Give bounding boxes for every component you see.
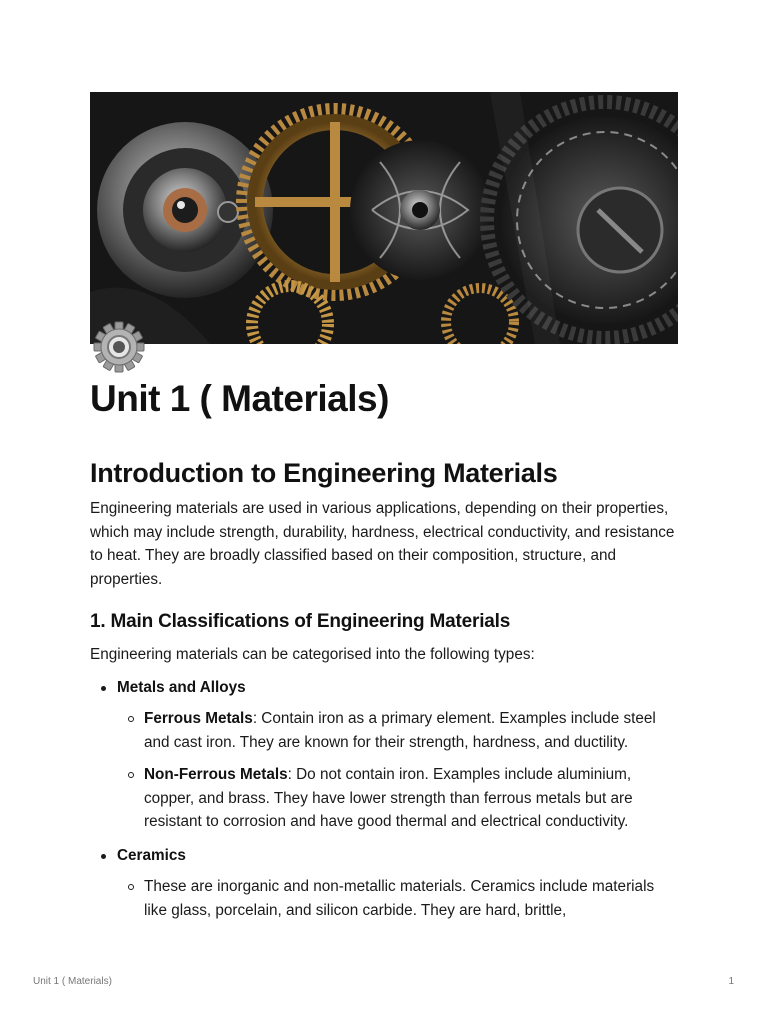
ceramics-sublist <box>117 875 680 922</box>
term-description: : Do not contain iron. Examples include aluminium, copper, and brass. They have lower strength than ferrous metals but are resistant to corrosion and have good thermal and electrical conductivity. <box>144 766 633 830</box>
list-item-non-ferrous <box>117 763 680 834</box>
section-heading: Introduction to Engineering Materials <box>90 458 558 488</box>
metals-sublist <box>117 707 680 834</box>
list-item-metals <box>90 676 680 834</box>
list-item-ceramics <box>90 844 680 923</box>
cover-image <box>90 92 678 344</box>
footer-document-title: Unit 1 ( Materials) <box>33 976 112 987</box>
list-item-label: Ceramics <box>117 846 186 864</box>
term-description: These are inorganic and non-metallic materials. Ceramics include materials like glass, porcelain, and silicon carbide. They are hard, brittle, <box>144 878 655 919</box>
document-body <box>90 458 680 932</box>
classification-list <box>90 676 680 923</box>
footer-page-number: 1 <box>728 976 734 987</box>
subsection-heading: 1. Main Classifications of Engineering Materials <box>90 611 511 632</box>
intro-paragraph: Engineering materials are used in various applications, depending on their properties, which may include strength, durability, hardness, electrical conductivity, and resistance to heat. They are broadly classified based on their composition, structure, and properties. <box>90 500 675 588</box>
list-item-ferrous <box>117 707 680 754</box>
term-label: Ferrous Metals <box>144 710 253 727</box>
list-item-ceramics-description <box>117 875 680 922</box>
term-description: : Contain iron as a primary element. Examples include steel and cast iron. They are known for their strength, hardness, and ductility. <box>144 710 656 751</box>
list-item-label: Metals and Alloys <box>117 678 246 696</box>
term-label: Non-Ferrous Metals <box>144 766 288 783</box>
page-title: Unit 1 ( Materials) <box>90 378 389 419</box>
subsection-intro: Engineering materials can be categorised into the following types: <box>90 646 535 663</box>
clockwork-gears-image <box>90 92 678 344</box>
gear-icon <box>92 320 146 374</box>
